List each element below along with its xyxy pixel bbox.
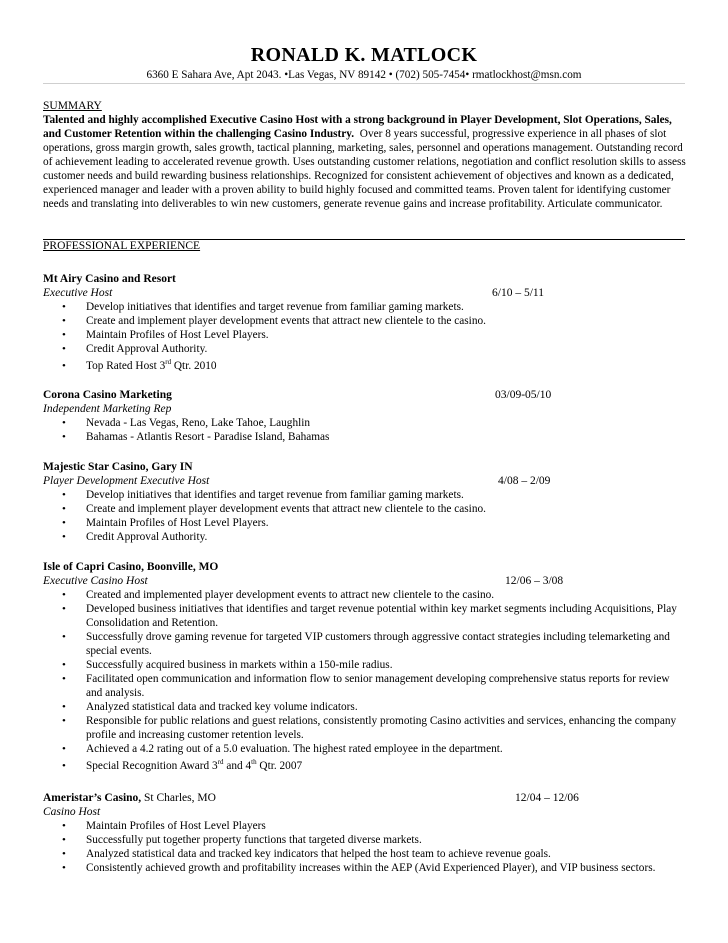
header-divider xyxy=(43,83,685,84)
job-title: Independent Marketing Rep 03/09-05/10 xyxy=(43,389,552,415)
job-bullets xyxy=(43,819,688,875)
job-title: Casino Host 12/04 – 12/06 xyxy=(43,792,579,818)
job-bullets xyxy=(43,588,688,773)
award-text: Top Rated Host 3rd Qtr. 2010 xyxy=(86,358,217,372)
job-dates: 03/09-05/10 xyxy=(495,389,552,401)
job-entry xyxy=(43,388,688,444)
list-item: • Special Recognition Award 3rd and 4th Qtr. 2007 xyxy=(62,758,303,772)
list-item: • Developed business initiatives that identifies and target revenue potential within key market segments including Acquisitions, Play Consolidation and Retention. xyxy=(62,603,677,629)
list-item: • Consistently achieved growth and profitability increases within the AEP (Avid Experienced Player), and VIP business sectors. xyxy=(62,862,656,874)
job-bullets xyxy=(43,416,688,444)
list-item: • Develop initiatives that identifies and target revenue from familiar gaming markets. xyxy=(62,489,464,501)
list-item: • Created and implemented player development events to attract new clientele to the casino. xyxy=(62,589,495,601)
contact-line: 6360 E Sahara Ave, Apt 2043. •Las Vegas, NV 89142 • (702) 505-7454• rmatlockhost@msn.com xyxy=(146,69,582,81)
summary-paragraph xyxy=(43,113,688,211)
list-item: • Maintain Profiles of Host Level Players. xyxy=(62,329,269,341)
job-dates: 12/04 – 12/06 xyxy=(515,792,579,804)
list-item: • Credit Approval Authority. xyxy=(62,531,208,543)
job-entry xyxy=(43,560,688,773)
job-entry xyxy=(43,460,688,544)
job-title: Player Development Executive Host 4/08 – 2/09 xyxy=(43,475,551,487)
job-company: Ameristar’s Casino, St Charles, MO xyxy=(43,792,216,804)
job-company: Majestic Star Casino, Gary IN xyxy=(43,461,193,473)
job-bullets xyxy=(43,488,688,544)
list-item: • Create and implement player development events that attract new clientele to the casino. xyxy=(62,315,486,327)
list-item: • Successfully acquired business in markets within a 150-mile radius. xyxy=(62,659,393,671)
experience-heading: PROFESSIONAL EXPERIENCE xyxy=(43,240,201,252)
list-item: • Top Rated Host 3rd Qtr. 2010 xyxy=(62,358,217,372)
list-item: • Achieved a 4.2 rating out of a 5.0 evaluation. The highest rated employee in the department. xyxy=(62,743,503,755)
job-entry xyxy=(43,272,688,373)
list-item: • Credit Approval Authority. xyxy=(62,343,208,355)
list-item: • Bahamas - Atlantis Resort - Paradise Island, Bahamas xyxy=(62,431,330,443)
list-item: • Responsible for public relations and guest relations, consistently promoting Casino activities and services, enhancing the company profile and increasing customer retention levels. xyxy=(62,715,677,741)
list-item: • Successfully drove gaming revenue for targeted VIP customers through aggressive contact strategies including telemarketing and special events. xyxy=(62,631,670,657)
summary-lead: Talented and highly accomplished Executive Casino Host with a strong background in Player Development, Slot Operations, Sales, and Customer Retention within the challenging Casino Industry. xyxy=(43,114,672,140)
award-text: Special Recognition Award 3rd and 4th Qtr. 2007 xyxy=(86,758,303,772)
job-company: Corona Casino Marketing xyxy=(43,389,172,401)
job-dates: 6/10 – 5/11 xyxy=(492,287,544,299)
job-title: Executive Host 6/10 – 5/11 xyxy=(43,287,544,299)
list-item: • Maintain Profiles of Host Level Players xyxy=(62,820,266,832)
candidate-name: RONALD K. MATLOCK xyxy=(250,44,478,66)
summary-heading: SUMMARY xyxy=(43,100,102,112)
list-item: • Develop initiatives that identifies and target revenue from familiar gaming markets. xyxy=(62,301,464,313)
list-item: • Facilitated open communication and information flow to senior management developing comprehensive status reports for review and analysis. xyxy=(62,673,670,699)
job-company: Mt Airy Casino and Resort xyxy=(43,273,176,285)
job-dates: 4/08 – 2/09 xyxy=(498,475,551,487)
list-item: • Analyzed statistical data and tracked key indicators that helped the host team to achieve revenue goals. xyxy=(62,848,551,860)
list-item: • Maintain Profiles of Host Level Players. xyxy=(62,517,269,529)
summary-body: Over 8 years successful, progressive experience in all phases of slot operations, gross margin growth, sales growth, tactical planning, marketing, sales, personnel and operations management. Outstanding record of achievement leading to accelerated revenue growth. Uses outstanding customer relations, negotiation and conflict resolution skills to assess customer needs and build rewarding business relationships. Recognized for consistent achievement of objectives and known as a dedicated, experienced manager and leader with a proven ability to build highly focused and committed teams. Proven talent for identifying customer needs and translating into deliverables to win new customers, generate revenue gains and increase profitability. Articulate communicator. xyxy=(43,128,686,210)
list-item: • Nevada - Las Vegas, Reno, Lake Tahoe, Laughlin xyxy=(62,417,311,429)
job-entry xyxy=(43,791,688,875)
list-item: • Create and implement player development events that attract new clientele to the casino. xyxy=(62,503,486,515)
job-company: Isle of Capri Casino, Boonville, MO xyxy=(43,561,219,573)
job-location: St Charles, MO xyxy=(141,792,216,804)
job-dates: 12/06 – 3/08 xyxy=(505,575,564,587)
job-title: Executive Casino Host 12/06 – 3/08 xyxy=(43,575,564,587)
experience-divider xyxy=(43,239,685,240)
job-bullets xyxy=(43,300,688,373)
list-item: • Analyzed statistical data and tracked key volume indicators. xyxy=(62,701,358,713)
list-item: • Successfully put together property functions that targeted diverse markets. xyxy=(62,834,422,846)
